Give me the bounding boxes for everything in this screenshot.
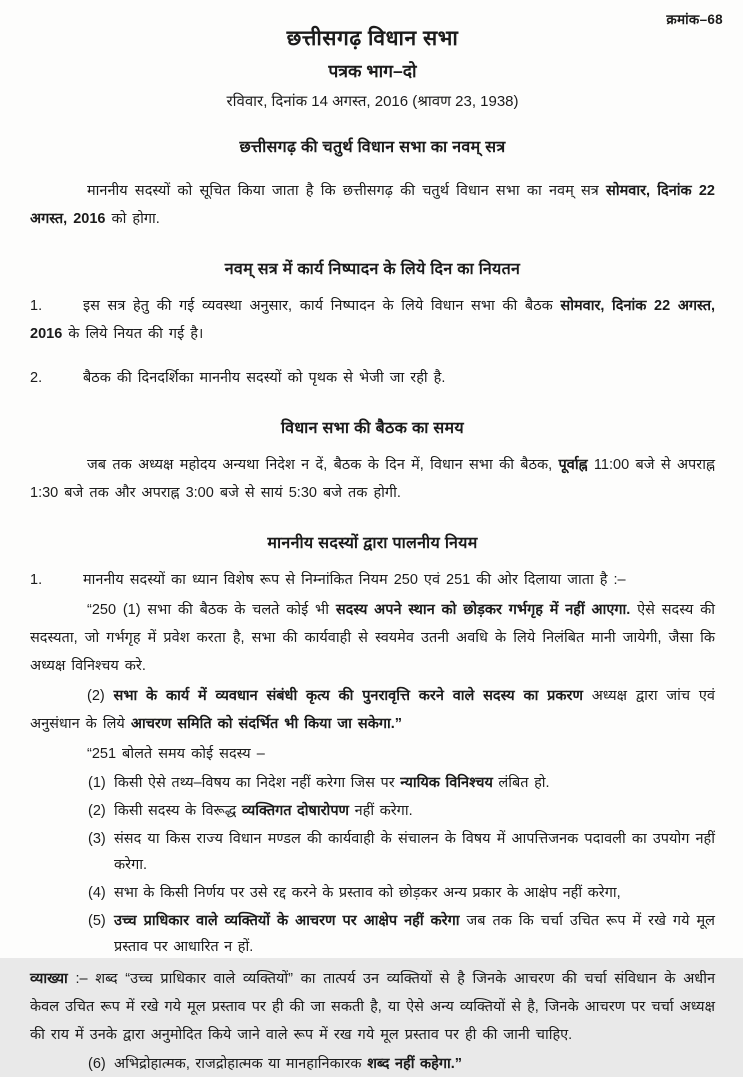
doc-title: छत्तीसगढ़ विधान सभा — [286, 27, 459, 50]
paragraph-session-notice: माननीय सदस्यों को सूचित किया जाता है कि छत्तीसगढ़ की चतुर्थ विधान सभा का नवम् सत्र सोमवार, दिनांक 22 अगस्त, 2016 को होगा. — [30, 183, 715, 227]
section-heading-sitting-time: विधान सभा की बैठक का समय — [281, 420, 464, 437]
rule-251-subitem-2 — [88, 798, 715, 824]
serial-number: क्रमांक–68 — [666, 12, 723, 27]
subitem-marker: (1) — [88, 775, 106, 791]
rule-251-intro: “251 बोलते समय कोई सदस्य – — [87, 746, 265, 762]
subitem-marker: (5) — [88, 913, 106, 929]
subitem-text: किसी सदस्य के विरूद्ध व्यक्तिगत दोषारोपण नहीं करेगा. — [114, 803, 413, 819]
explanation-note: व्याख्या :– शब्द “उच्च प्राधिकार वाले व्यक्तियों” का तात्पर्य उन व्यक्तियों से है जिनके आचरण की चर्चा संविधान के अधीन केवल उचित रूप में रखे गये मूल प्रस्ताव पर ही की जा सकती है, या ऐसे अन्य व्यक्तियों से है, जिनके आचरण पर चर्चा अध्यक्ष की राय में उनके द्वारा अनुमोदित किये जाने वाले रूप में रख गये मूल प्रस्ताव पर ही की जानी चाहिए. — [30, 971, 715, 1043]
subitem-text: संसद या किस राज्य विधान मण्डल की कार्यवाही के संचालन के विषय में आपत्तिजनक पदावली का उपयोग नहीं करेगा. — [114, 831, 715, 873]
section-heading-day-fixing: नवम् सत्र में कार्य निष्पादन के लिये दिन का नियतन — [224, 261, 521, 278]
rule-251-subitem-4 — [88, 880, 715, 906]
numbered-item-1 — [30, 292, 715, 348]
rules-intro — [30, 566, 715, 594]
subitem-marker: (3) — [88, 831, 106, 847]
section-heading-session: छत्तीसगढ़ की चतुर्थ विधान सभा का नवम् सत्र — [239, 139, 506, 156]
subitem-text: अभिद्रोहात्मक, राजद्रोहात्मक या मानहानिकारक शब्द नहीं कहेगा.” — [114, 1056, 463, 1072]
subitem-text: सभा के किसी निर्णय पर उसे रद्द करने के प्रस्ताव को छोड़कर अन्य प्रकार के आक्षेप नहीं करेगा, — [114, 885, 621, 901]
doc-subtitle: पत्रक भाग–दो — [328, 61, 417, 81]
rule-250-clause-1: “250 (1) सभा की बैठक के चलते कोई भी सदस्य अपने स्थान को छोड़कर गर्भगृह में नहीं आएगा. ऐसे सदस्य की सदस्यता, जो गर्भगृह में प्रवेश करता है, सभा की कार्यवाही से स्वयमेव उतनी अवधि के लिये निलंबित मानी जायेगी, जैसा कि अध्यक्ष विनिश्चय करे. — [30, 602, 715, 674]
subitem-marker: (2) — [88, 803, 106, 819]
rule-251-subitem-6 — [88, 1051, 715, 1077]
date-line: रविवार, दिनांक 14 अगस्त, 2016 (श्रावण 23, 1938) — [226, 93, 519, 110]
item-text: इस सत्र हेतु की गई व्यवस्था अनुसार, कार्य निष्पादन के लिये विधान सभा की बैठक सोमवार, दिनांक 22 अगस्त, 2016 के लिये नियत की गई है। — [30, 298, 715, 342]
section-heading-rules: माननीय सदस्यों द्वारा पालनीय नियम — [267, 535, 478, 552]
rule-251-subitem-1 — [88, 770, 715, 796]
item-number: 1. — [30, 298, 43, 314]
item-text: माननीय सदस्यों का ध्यान विशेष रूप से निम्नांकित नियम 250 एवं 251 की ओर दिलाया जाता है :– — [83, 572, 626, 588]
item-number: 2. — [30, 370, 43, 386]
subitem-marker: (6) — [88, 1056, 106, 1072]
numbered-item-2 — [30, 364, 715, 392]
item-text: बैठक की दिनदर्शिका माननीय सदस्यों को पृथक से भेजी जा रही है. — [83, 370, 446, 386]
rule-251-subitem-5 — [88, 908, 715, 960]
paragraph-sitting-time: जब तक अध्यक्ष महोदय अन्यथा निदेश न दें, बैठक के दिन में, विधान सभा की बैठक, पूर्वाह्न 11:00 बजे से अपराह्न 1:30 बजे तक और अपराह्न 3:00 बजे से सायं 5:30 बजे तक होगी. — [30, 457, 715, 501]
subitem-text: किसी ऐसे तथ्य–विषय का निदेश नहीं करेगा जिस पर न्यायिक विनिश्चय लंबित हो. — [114, 775, 550, 791]
item-number: 1. — [30, 572, 43, 588]
rule-251-subitem-3 — [88, 826, 715, 878]
subitem-text: उच्च प्राधिकार वाले व्यक्तियों के आचरण पर आक्षेप नहीं करेगा जब तक कि चर्चा उचित रूप में रखे गये मूल प्रस्ताव पर आधारित न हों. — [114, 913, 715, 955]
subitem-marker: (4) — [88, 885, 106, 901]
rule-250-clause-2: (2) सभा के कार्य में व्यवधान संबंधी कृत्य की पुनरावृत्ति करने वाले सदस्य का प्रकरण अध्यक्ष द्वारा जांच एवं अनुसंधान के लिये आचरण समिति को संदर्भित भी किया जा सकेगा.” — [30, 688, 715, 732]
